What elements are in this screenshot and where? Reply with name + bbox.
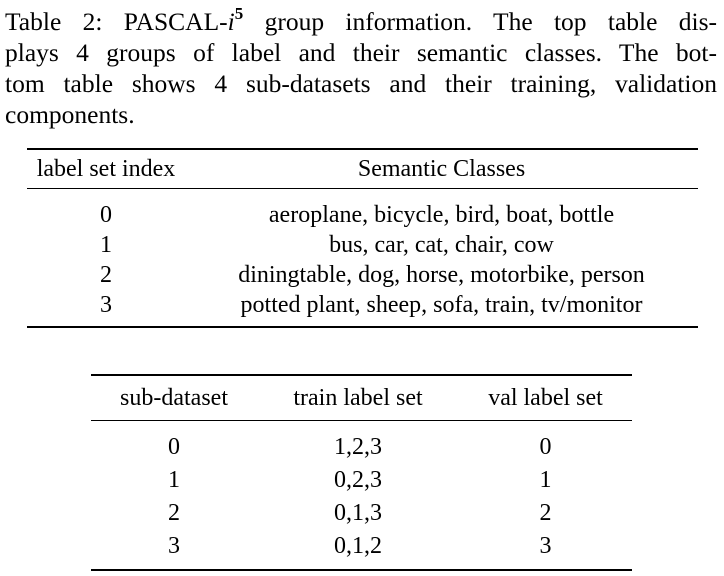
- val-label-set-cell: 2: [539, 500, 552, 526]
- table-row: [91, 530, 632, 570]
- sub-dataset-cell: 1: [168, 467, 180, 493]
- table-row: [91, 421, 632, 465]
- table-row: [27, 290, 698, 327]
- table-header-row: [27, 149, 698, 189]
- train-label-set-cell: 0,1,2: [334, 533, 382, 559]
- caption-suffix: group information. The top table dis-: [243, 7, 717, 36]
- caption-line-2: plays 4 groups of label and their semantic classes. The bot-: [5, 38, 717, 67]
- val-label-set-cell: 3: [539, 533, 552, 559]
- label-groups-table: [27, 148, 698, 328]
- label-set-index-cell: 3: [100, 292, 112, 318]
- math-superscript: 5: [234, 4, 244, 23]
- sub-dataset-cell: 0: [168, 434, 180, 460]
- train-label-set-cell: 0,1,3: [334, 500, 382, 526]
- val-label-set-cell: 0: [539, 434, 552, 460]
- label-set-index-cell: 0: [100, 202, 112, 228]
- table-header-row: [91, 375, 632, 421]
- semantic-classes-cell: bus, car, cat, chair, cow: [329, 232, 554, 258]
- semantic-classes-cell: diningtable, dog, horse, motorbike, person: [238, 262, 645, 288]
- caption-line-1: [5, 6, 717, 37]
- label-set-index-cell: 1: [100, 232, 112, 258]
- table-row: [27, 189, 698, 231]
- train-label-set-cell: 1,2,3: [334, 434, 382, 460]
- sub-dataset-cell: 3: [168, 533, 180, 559]
- table-row: [91, 497, 632, 530]
- header-sub-dataset: sub-dataset: [91, 375, 257, 421]
- header-semantic-classes: Semantic Classes: [185, 149, 698, 189]
- caption-line-3: tom table shows 4 sub-datasets and their training, validation: [5, 69, 717, 98]
- table-caption: [5, 6, 717, 130]
- header-train-label-set: train label set: [257, 375, 459, 421]
- math-variable: i: [227, 7, 235, 36]
- table-row: [91, 464, 632, 497]
- caption-prefix: Table 2: PASCAL-: [5, 7, 228, 36]
- table-row: [27, 230, 698, 260]
- train-label-set-cell: 0,2,3: [334, 467, 382, 493]
- semantic-classes-cell: potted plant, sheep, sofa, train, tv/monitor: [240, 292, 643, 318]
- table-row: [27, 260, 698, 290]
- header-label-set-index: label set index: [27, 149, 185, 189]
- val-label-set-cell: 1: [539, 467, 552, 493]
- sub-dataset-cell: 2: [168, 500, 180, 526]
- semantic-classes-cell: aeroplane, bicycle, bird, boat, bottle: [268, 202, 615, 228]
- header-val-label-set: val label set: [459, 375, 632, 421]
- caption-line-4: components.: [5, 100, 135, 129]
- sub-datasets-table: [91, 374, 632, 571]
- label-set-index-cell: 2: [100, 262, 112, 288]
